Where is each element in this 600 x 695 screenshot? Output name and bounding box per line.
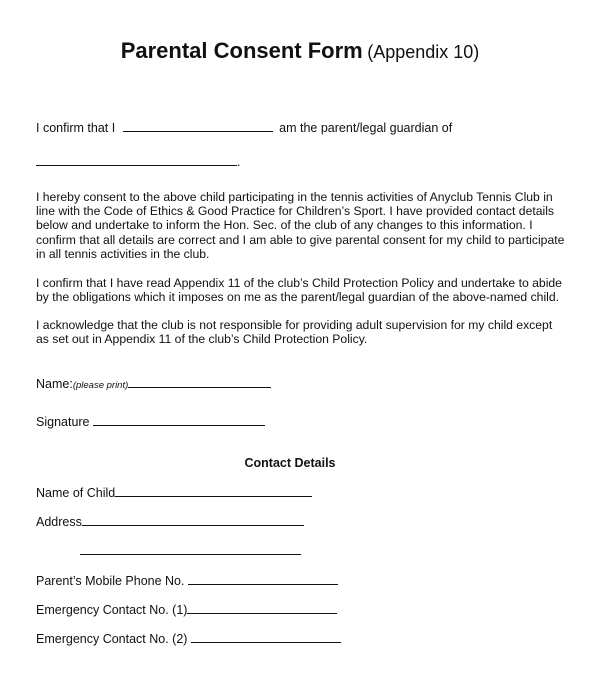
name-label: Name: (36, 377, 73, 391)
name-field-row (36, 374, 271, 394)
signature-blank[interactable] (93, 412, 265, 426)
mobile-row (36, 571, 338, 589)
name-print-note: (please print) (72, 380, 129, 391)
address-line-2-row (80, 541, 301, 559)
confirm-line (36, 118, 452, 136)
supervision-paragraph: I acknowledge that the club is not responsible for providing adult supervision for my child except as set out in Appendix 11 of the club’s Child Protection Policy. (36, 318, 553, 347)
confirm-suffix: am the parent/legal guardian of (279, 121, 453, 135)
signature-field-row (36, 412, 265, 430)
emergency2-label: Emergency Contact No. (2) (36, 632, 188, 646)
emergency1-field[interactable] (187, 600, 337, 614)
child-name-blank[interactable] (36, 152, 237, 166)
emergency2-field[interactable] (191, 629, 341, 643)
guardian-name-blank[interactable] (123, 118, 273, 132)
address-label: Address (36, 515, 82, 529)
emergency1-label: Emergency Contact No. (1) (36, 603, 188, 617)
address-row (36, 512, 304, 530)
appendix-paragraph: I confirm that I have read Appendix 11 of the club’s Child Protection Policy and undertake to abide by the obligations which it imposes on me as the parent/legal guardian of the above-named child. (36, 276, 562, 305)
signature-label: Signature (36, 415, 90, 429)
child-name-row (36, 483, 312, 501)
emergency1-row (36, 600, 337, 618)
contact-details-heading: Contact Details (244, 456, 336, 470)
form-title-appendix: (Appendix 10) (367, 42, 480, 62)
child-name-field[interactable] (115, 483, 312, 497)
form-title-main: Parental Consent Form (120, 38, 363, 63)
child-line-period: . (237, 155, 241, 169)
emergency2-row (36, 629, 341, 647)
name-blank[interactable] (128, 374, 271, 388)
address-line-1[interactable] (82, 512, 304, 526)
child-name-line (36, 152, 240, 170)
mobile-field[interactable] (188, 571, 338, 585)
consent-paragraph: I hereby consent to the above child participating in the tennis activities of Anyclub Tennis Club in line with the Code of Ethics & Good Practice for Children’s Sport. I have provided contact details below and undertake to inform the Hon. Sec. of the club of any changes to this information. I confirm that all details are correct and I am able to give parental consent for my child to participate in all tennis activities in the club. (36, 190, 565, 261)
address-line-2[interactable] (80, 541, 301, 555)
confirm-prefix: I confirm that I (36, 121, 116, 135)
form-title (0, 38, 600, 64)
mobile-label: Parent’s Mobile Phone No. (36, 574, 185, 588)
child-name-label: Name of Child (36, 486, 116, 500)
